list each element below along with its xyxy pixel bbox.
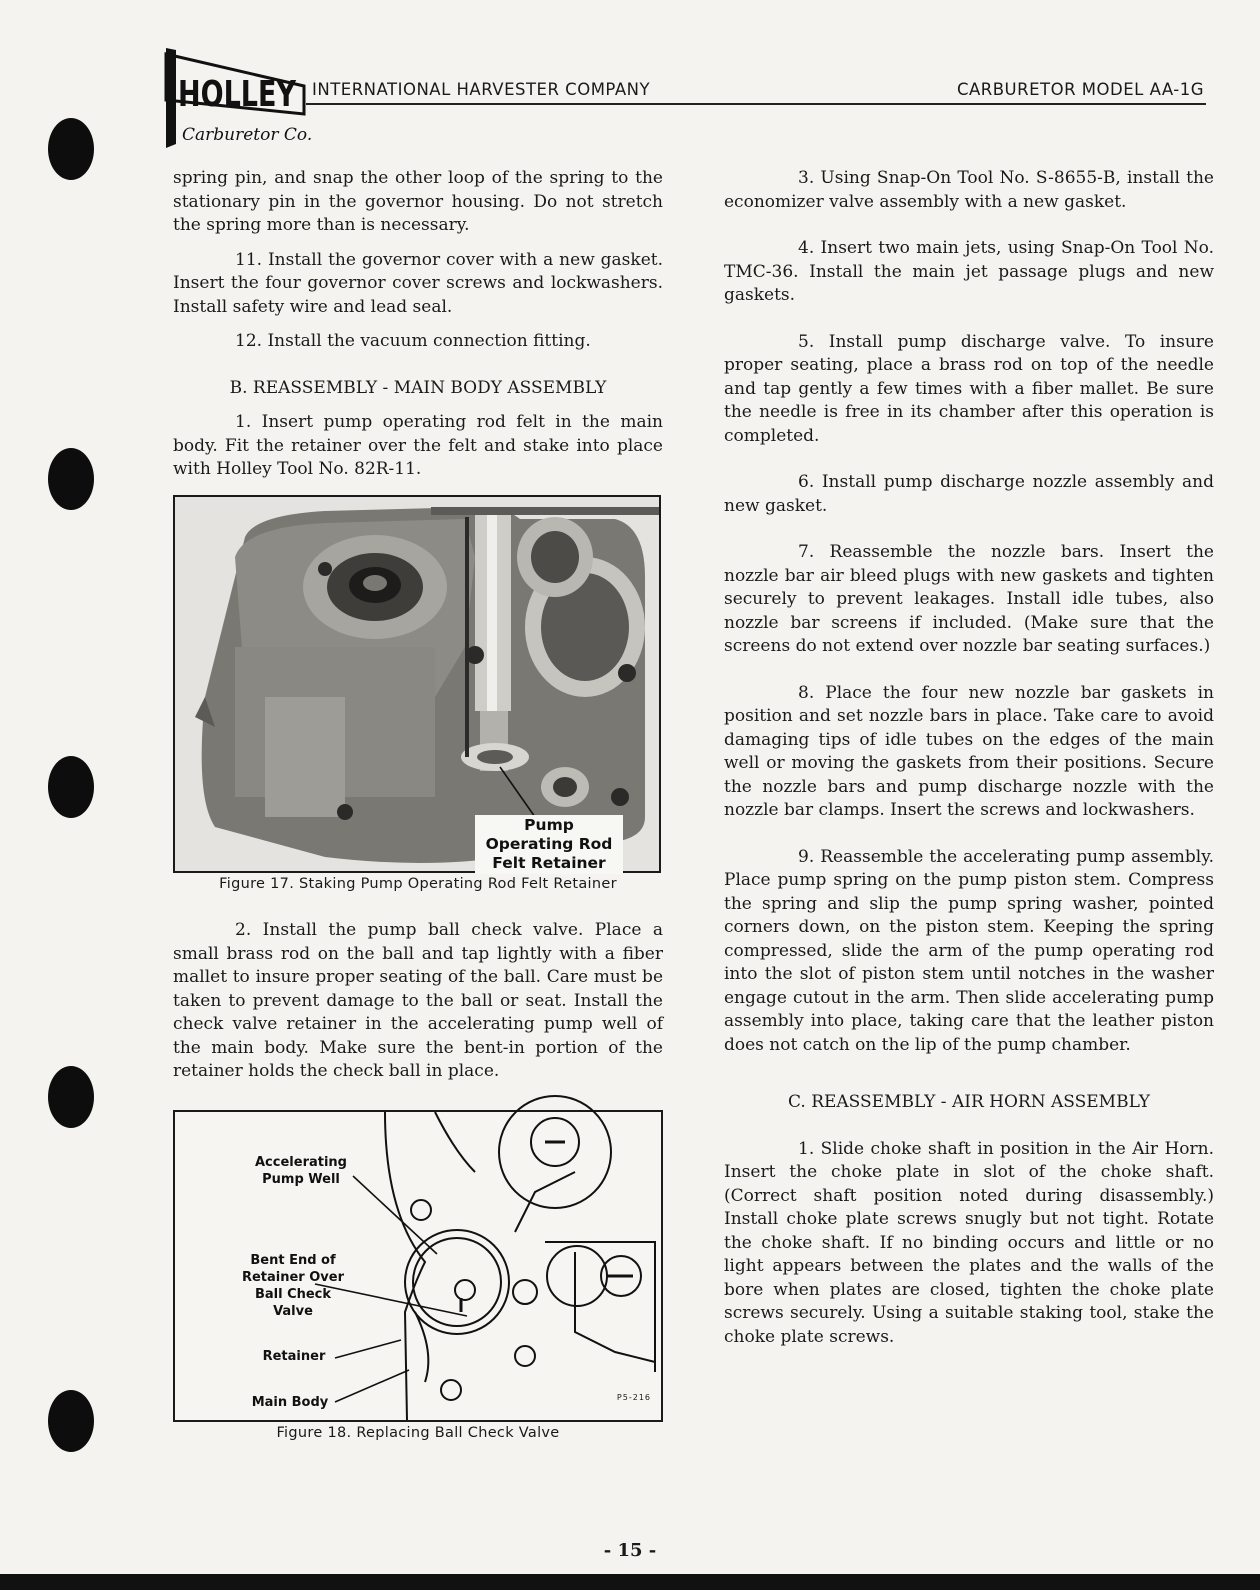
paragraph-continued: spring pin, and snap the other loop of the spring to the stationary pin in the governor housing. Do not stretch the spring more than is necessary. <box>173 168 663 235</box>
step-9: 9. Reassemble the accelerating pump assembly. Place pump spring on the pump piston stem. Compress the spring and slip the pump spring washer, pointed corners down, on the piston stem. Keeping the spring compressed, slide the arm of the pump operating rod into the slot of piston stem until notches in the washer engage cutout in the arm. Then slide accelerating pump assembly into place, taking care that the leather piston does not catch on the lip of the pump chamber. <box>724 846 1214 1055</box>
company-name: INTERNATIONAL HARVESTER COMPANY <box>312 80 651 99</box>
binder-hole <box>48 118 94 180</box>
step-11: 11. Install the governor cover with a new gasket. Insert the four governor cover screws and lockwashers. Install safety wire and lead seal. <box>173 249 663 317</box>
left-column <box>173 167 663 1445</box>
logo-script: Carburetor Co. <box>182 125 313 145</box>
label-retainer: Retainer <box>262 1348 326 1364</box>
step-12: 12. Install the vacuum connection fitting. <box>235 331 591 351</box>
label-bent-end-of-retainer: Bent End of Retainer Over Ball Check Valve <box>241 1252 345 1319</box>
figure-18-caption: Figure 18. Replacing Ball Check Valve <box>276 1424 560 1441</box>
binder-hole <box>48 1066 94 1128</box>
page-number: - 15 - <box>603 1540 657 1561</box>
step-c1: 1. Slide choke shaft in position in the Air Horn. Insert the choke plate in slot of the choke shaft. (Correct shaft position noted during disassembly.) Install choke plate screws snugly but not tight. Rotate the choke shaft. If no binding occurs and little or no light appears between the plates and the walls of the bore when plates are closed, tighten the choke plate screws securely. Using a suitable staking tool, stake the choke plate screws. <box>724 1138 1214 1347</box>
label-accelerating-pump-well: Accelerating Pump Well <box>255 1154 347 1187</box>
figure-17-caption: Figure 17. Staking Pump Operating Rod Felt Retainer <box>219 875 617 892</box>
label-main-body: Main Body <box>251 1394 329 1410</box>
binder-hole <box>48 1390 94 1452</box>
step-3: 3. Using Snap-On Tool No. S-8655-B, install the economizer valve assembly with a new gasket. <box>724 168 1214 212</box>
step-5: 5. Install pump discharge valve. To insure proper seating, place a brass rod on top of the needle and tap gently a few times with a fiber mallet. Be sure the needle is free in its chamber after this operation is completed. <box>724 331 1214 446</box>
step-8: 8. Place the four new nozzle bar gaskets in position and set nozzle bars in place. Take care to avoid damaging tips of idle tubes on the edges of the main well or moving the gaskets from their positions. Secure the nozzle bars and pump discharge nozzle with the nozzle bar clamps. Insert the screws and lockwashers. <box>724 682 1214 820</box>
step-6: 6. Install pump discharge nozzle assembly and new gasket. <box>724 472 1214 516</box>
section-heading-c: C. REASSEMBLY - AIR HORN ASSEMBLY <box>787 1092 1150 1112</box>
figure-18-id: P5-216 <box>616 1393 651 1402</box>
carburetor-model: CARBURETOR MODEL AA-1G <box>956 80 1204 99</box>
figure-18-diagram <box>173 1110 663 1422</box>
binder-hole <box>48 756 94 818</box>
step-7: 7. Reassemble the nozzle bars. Insert the nozzle bar air bleed plugs with new gaskets and tighten securely to prevent leakages. Install idle tubes, also nozzle bar screens if included. (Make sure that the screens do not extend over nozzle bar seating surfaces.) <box>724 542 1214 656</box>
figure-17-photo <box>173 495 661 873</box>
section-heading-b: B. REASSEMBLY - MAIN BODY ASSEMBLY <box>229 377 607 398</box>
scan-edge <box>0 1574 1260 1590</box>
callout-pump-operating-rod-felt-retainer: Pump Operating Rod Felt Retainer <box>475 815 623 874</box>
step-b1: 1. Insert pump operating rod felt in the main body. Fit the retainer over the felt and stake into place with Holley Tool No. 82R-11. <box>173 412 663 479</box>
logo-wordmark: HOLLEY <box>178 74 297 115</box>
step-4: 4. Insert two main jets, using Snap-On Tool No. TMC-36. Install the main jet passage plugs and new gaskets. <box>724 238 1214 305</box>
holley-logo <box>164 48 313 148</box>
header-rule <box>306 103 1206 105</box>
right-column <box>724 167 1214 1349</box>
binder-hole <box>48 448 94 510</box>
step-b2: 2. Install the pump ball check valve. Place a small brass rod on the ball and tap lightly with a fiber mallet to insure proper seating of the ball. Care must be taken to prevent damage to the ball or seat. Install the check valve retainer in the accelerating pump well of the main body. Make sure the bent-in portion of the retainer holds the check ball in place. <box>173 920 663 1081</box>
